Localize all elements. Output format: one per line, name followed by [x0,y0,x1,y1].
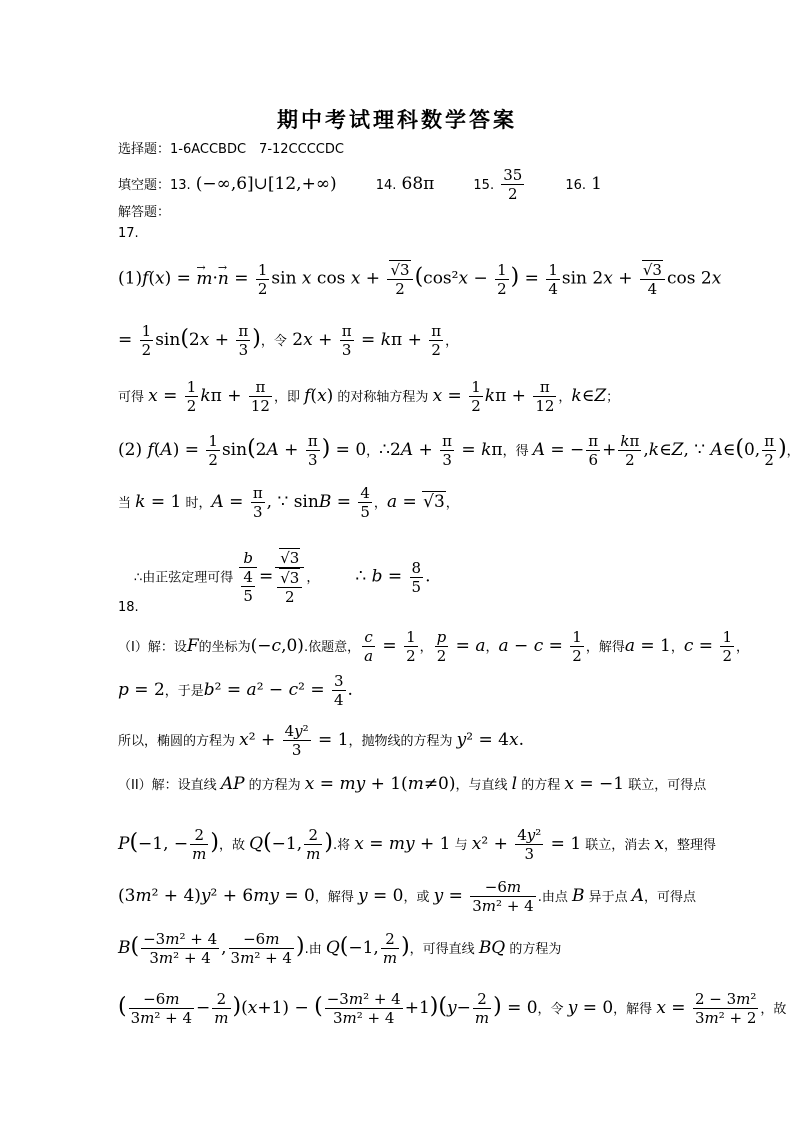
answer-16: 1 [591,174,602,194]
q18-line2: p = 2，于是b² = a² − c² = $\frac{3}{4}$ . [118,672,353,709]
q18-line4: （II）解：设直线 AP 的方程为 x = my + 1(m≠0)，与直线 l 的方程 x = −1 联立，可得点 [118,774,707,794]
q17-line2: = $\frac{1}{2}$ sin(2x + $\frac{\pi}{3}$ )，令 2x + $\frac{\pi}{3}$ = kπ + $\frac{\pi}{2}$ ， [118,322,459,359]
q18-number: 18. [118,600,139,615]
q17-line1: (1)f(x) = → m·→ n = $\frac{1}{2}$ sin x cos x + $\frac{√3}{2}$ (cos²x − $\frac{1}{2}$ ) = $\frac{1}{4}$ sin 2x + $\frac{√3}{4}$ cos 2x [118,260,721,298]
section-label: 解答题： [118,205,171,220]
label-14: 14. [375,178,397,193]
choice-answers: 选择题：1-6ACCBDC 7-12CCCCDC [118,142,344,157]
q18-line6: (3m² + 4)y² + 6my = 0，解得 y = 0，或 y = $\frac{-6m}{\text{3m² + 4}}$ .由点 B 异于点 A，可得点 [118,878,697,915]
answer-13: (−∞,6]∪[12,+∞) [195,174,337,194]
q17-line6: ∴由正弦定理可得 $\frac{b}{\frac{4}{5}}$ = $\frac{√3}{\frac{√3}{2}}$ ， ∴ b = $\frac{8}{5}$ . [134,549,431,606]
q17-line5: 当 k = 1 时，A = $\frac{\pi}{3}$ , ∵ sinB = $\frac{4}{5}$ ，a = √3， [118,484,459,521]
page-title: 期中考试理科数学答案 [277,108,517,132]
answer-14: 68π [401,174,435,194]
q17-line3: 可得 x = $\frac{1}{2}$ kπ + $\frac{\pi}{12}$ ，即 f(x) 的对称轴方程为 x = $\frac{1}{2}$ kπ + $\frac{\pi}{12}$ ，k∈Z； [118,378,620,415]
label-15: 15. [473,178,495,193]
q18-line7: B( $\frac{\text{−3m² + 4}}{\text{3m² + 4}}$ , $\frac{-6m}{\text{3m² + 4}}$ ).由 Q(−1, $\frac{2}{m}$ )，可得直线 BQ 的方程为 [118,930,562,967]
fill-answers [118,166,602,203]
q18-line8: ( $\frac{-6m}{\text{3m² + 4}}$ − $\frac{2}{m}$ )(x+1) − ( $\frac{\text{−3m² + 4}}{\text{3m² + 4}}$ +1)(y− $\frac{2}{m}$ ) = 0，令 y = 0，解得 x = $\frac{\text{2 − 3m²}}{\text{3m² + 2}}$ ，故 [118,990,787,1027]
fill-label: 填空题：13. [118,178,191,193]
answer-15: $\frac{35}{2}$ [503,166,523,203]
q18-line3: 所以，椭圆的方程为 x² + $\frac{\text{4y²}}{3}$ = 1，抛物线的方程为 y² = 4x. [118,722,524,759]
q18-line5: P(−1, − $\frac{2}{m}$ )，故 Q(−1, $\frac{2}{m}$ ).将 x = my + 1 与 x² + $\frac{\text{4y²}}{3}$ = 1 联立，消去 x，整理得 [118,826,717,863]
label-16: 16. [565,178,587,193]
q17-number: 17. [118,226,139,241]
q17-line4: (2) f(A) = $\frac{1}{2}$ sin(2A + $\frac{\pi}{3}$ ) = 0，∴2A + $\frac{\pi}{3}$ = kπ，得 A = − $\frac{\pi}{6}$ + $\frac{k\pi}{2}$ ,k∈Z, ∵ A∈(0, $\frac{\pi}{2}$ )， [118,432,800,469]
q18-line1: （I）解：设F的坐标为(−c,0).依题意， $\frac{c}{a}$ = $\frac{1}{2}$ ， $\frac{p}{2}$ = a，a − c = $\frac{1}{2}$ ，解得a = 1，c = $\frac{1}{2}$ ， [118,628,750,665]
